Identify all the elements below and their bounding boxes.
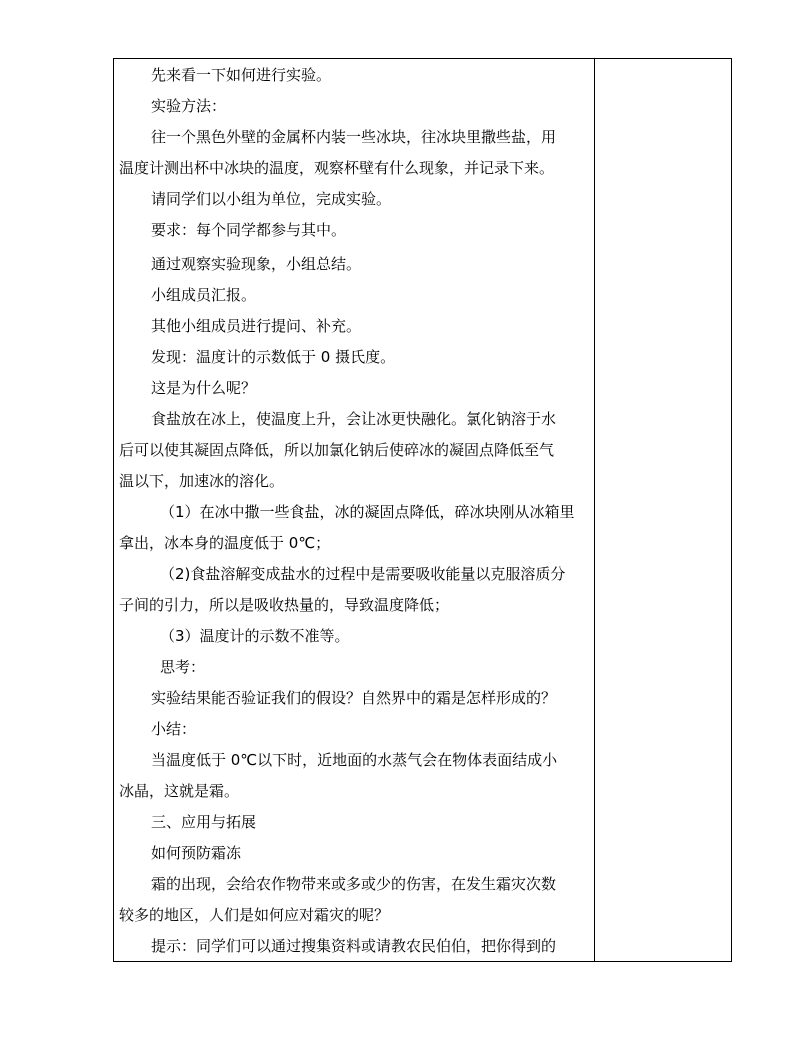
text-line: 其他小组成员进行提问、补充。 [151,317,362,335]
notes-cell [595,59,731,961]
text-line: 思考： [160,658,206,676]
text-line: （3）温度计的示数不准等。 [160,627,350,645]
text-line: 请同学们以小组为单位，完成实验。 [151,190,392,208]
text-line: 较多的地区，人们是如何应对霜灾的呢？ [119,906,390,924]
text-line: 子间的引力，所以是吸收热量的，导致温度降低； [119,596,450,614]
text-line: 这是为什么呢？ [151,379,257,397]
text-line: 温度计测出杯中冰块的温度，观察杯壁有什么现象，并记录下来。 [119,159,555,177]
text-line: 霜的出现，会给农作物带来或多或少的伤害，在发生霜灾次数 [151,875,557,893]
text-line: 食盐放在冰上，使温度上升，会让冰更快融化。氯化钠溶于水 [151,410,557,428]
text-line: 三、应用与拓展 [151,813,257,831]
text-line: 冰晶，这就是霜。 [119,782,240,800]
text-line: 发现：温度计的示数低于 0 摄氏度。 [151,348,396,366]
lesson-content-cell [114,59,594,961]
text-line: （2)食盐溶解变成盐水的过程中是需要吸收能量以克服溶质分 [160,565,566,583]
text-line: 往一个黑色外壁的金属杯内装一些冰块，往冰块里撒些盐，用 [151,128,557,146]
text-line: 先来看一下如何进行实验。 [151,66,332,84]
text-line: 通过观察实验现象，小组总结。 [151,255,362,273]
text-line: 要求：每个同学都参与其中。 [151,221,347,239]
text-line: 提示：同学们可以通过搜集资料或请教农民伯伯，把你得到的 [151,937,557,955]
text-line: 如何预防霜冻 [151,844,242,862]
text-line: 拿出，冰本身的温度低于 0℃； [119,534,331,552]
text-line: 当温度低于 0℃以下时，近地面的水蒸气会在物体表面结成小 [151,751,558,769]
text-line: 后可以使其凝固点降低，所以加氯化钠后使碎冰的凝固点降低至气 [119,441,555,459]
text-line: （1）在冰中撒一些食盐，冰的凝固点降低，碎冰块刚从冰箱里 [160,503,575,521]
text-line: 温以下，加速冰的溶化。 [119,472,285,490]
text-line: 实验方法： [151,97,227,115]
text-line: 小组成员汇报。 [151,286,257,304]
text-line: 小结： [151,720,197,738]
lesson-table [113,58,732,962]
text-line: 实验结果能否验证我们的假设？自然界中的霜是怎样形成的？ [151,689,557,707]
